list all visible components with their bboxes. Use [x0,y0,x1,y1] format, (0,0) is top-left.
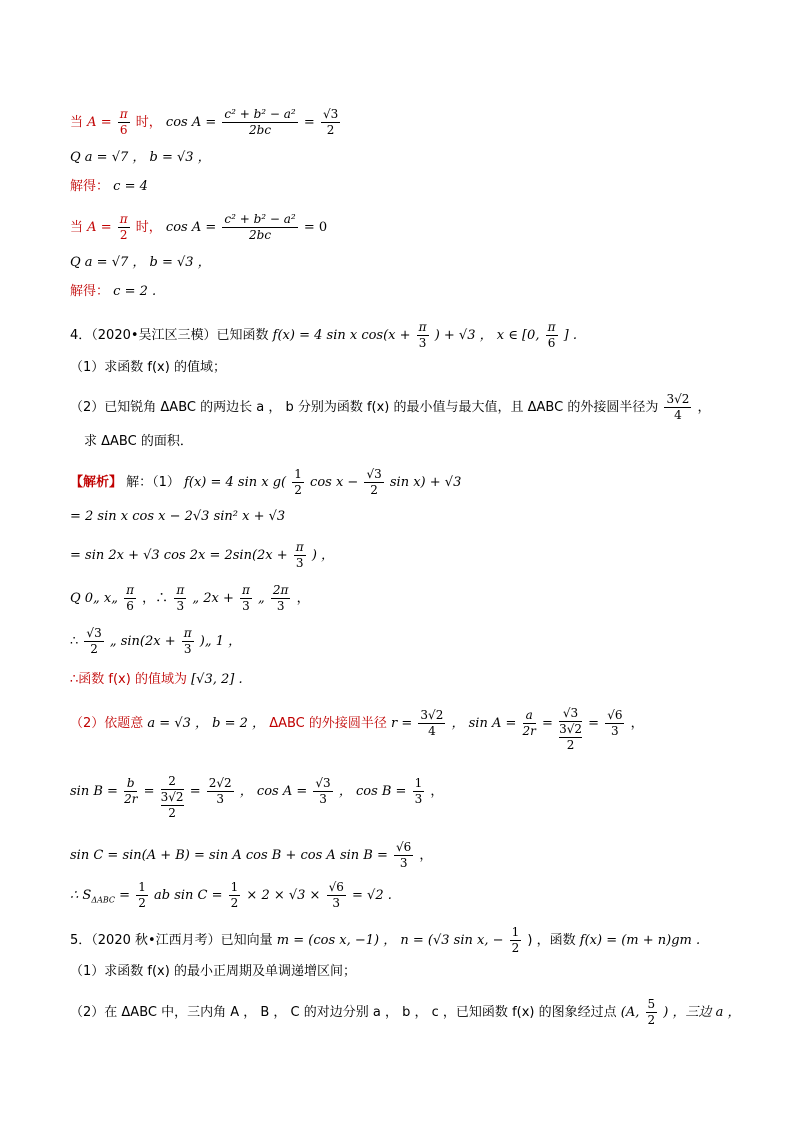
fraction-denominator: 3 [216,792,225,806]
fraction [394,840,413,871]
math-expression: „ [258,591,265,606]
fraction-denominator: 3 [414,792,423,806]
text-segment: ， [630,716,644,731]
fraction [240,583,252,614]
compound-fraction [161,774,184,821]
fraction [229,880,241,911]
text-segment: ， [697,400,711,415]
solution-c-4-line [70,177,148,197]
math-expression: b = 2 ， [212,716,266,731]
fraction-denominator [161,790,184,821]
fraction [294,540,306,571]
question-5-part-1: （1）求函数 f(x) 的最小正周期及单调递增区间； [70,964,356,979]
fraction [664,392,691,423]
fraction-numerator: π [126,583,135,597]
fraction-numerator: 1 [414,776,423,790]
math-expression: „ 2x + [192,591,234,606]
fraction [646,997,658,1028]
fraction-denominator: 4 [428,724,436,738]
fraction [364,467,383,498]
math-expression: f(x) = 4 sin x cos(x + [272,328,411,343]
fraction-numerator: √6 [328,880,344,894]
math-expression: [√3, 2] . [191,672,243,687]
fraction-denominator: 3 [176,599,185,613]
math-expression: (A, [620,1005,640,1020]
math-expression: × 2 × √3 × [246,888,321,903]
fraction-numerator: c² + b² − a² [224,212,296,226]
fraction-denominator: 2 [138,896,146,910]
solution-line-6 [70,670,243,690]
math-expression: sin x) + √3 [389,475,462,490]
equals-sign: = [100,115,112,130]
part-2-line-1 [70,706,644,753]
math-expression: ] . [563,328,577,343]
fraction-denominator: 3 [418,336,427,350]
fraction [124,583,136,614]
math-var: A [87,220,97,235]
fraction-denominator: 2 [326,123,335,137]
fraction-denominator: 3 [183,642,192,656]
question-4-part-1: （1）求函数 f(x) 的值域； [70,360,226,375]
fraction [546,320,558,351]
math-expression: cos A = [165,115,217,130]
fraction-denominator: 3 [399,856,408,870]
fraction-denominator: 3 [276,599,285,613]
solution-line-4 [70,583,310,614]
fraction-numerator: π [242,583,250,597]
inner-numerator: 3√2 [559,722,582,736]
question-4-heading: 4．（2020•吴江区三模）已知函数 [70,328,269,343]
fraction [174,583,186,614]
text-segment: （2）依题意 [70,716,144,731]
math-expression: = sin 2x + √3 cos 2x = 2sin(2x + [70,548,288,563]
case-a-pi-over-6-line [70,107,342,138]
fraction-denominator [559,722,582,753]
fraction-numerator: π [119,107,128,121]
solution-line-2: = 2 sin x cos x − 2√3 sin² x + √3 [70,509,286,524]
fraction-numerator: b [124,776,137,792]
solution-line-1 [70,467,461,498]
fraction [523,708,536,739]
math-expression: ) ，三边 a ， [663,1005,741,1020]
math-expression: ) ， [311,548,335,563]
subscript: ΔABC [91,895,116,905]
math-expression: n = (√3 sin x, − [400,933,504,948]
fraction [417,320,429,351]
fraction-numerator: √6 [396,840,412,854]
text-segment: ∴函数 f(x) 的值域为 [70,672,187,687]
math-expression: r = [391,716,413,731]
fraction [136,880,148,911]
fraction-denominator: 2 [119,228,128,242]
text-segment: ΔABC 的外接圆半径 [269,716,387,731]
fraction-denominator: 3 [332,896,341,910]
fraction-numerator: √3 [322,107,339,121]
fraction-denominator: 2 [647,1013,656,1027]
fraction-denominator: 6 [547,336,556,350]
solution-line-3 [70,540,334,571]
fraction-numerator: 1 [230,880,239,894]
math-expression: ∴ S [70,888,92,903]
question-5-stem [70,925,700,956]
fraction-denominator: 2r [522,724,536,738]
fraction [271,583,291,614]
math-expression: = 0 [303,220,328,235]
math-expression: ab sin C = [153,888,223,903]
part-2-line-3 [70,840,432,871]
fraction-denominator: 6 [126,599,134,613]
fraction-denominator: 2 [294,483,302,497]
fraction-denominator: 3 [242,599,250,613]
text-segment: ) ，函数 [527,933,576,948]
fraction-denominator: 2 [90,642,98,656]
fraction [292,467,304,498]
fraction [222,107,297,138]
fraction [118,212,130,243]
fraction-numerator: 3√2 [420,708,444,722]
fraction-numerator: 2 [161,774,184,790]
inner-denominator: 2 [566,738,575,752]
math-expression: ) + √3 ， [434,328,493,343]
fraction [207,776,234,807]
fraction-denominator: 2 [511,941,520,955]
fraction [321,107,340,138]
equals-sign: = [189,784,201,799]
fraction-numerator: π [183,626,192,640]
fraction-numerator: π [418,320,427,334]
fraction-numerator: π [295,540,304,554]
text-segment: 当 [70,220,84,235]
text-segment: 当 [70,115,84,130]
therefore-symbol: ∴ [70,634,79,649]
fraction-denominator: 2bc [249,123,272,137]
equals-sign: = [100,220,112,235]
text-segment: （2）在 ΔABC 中，三内角 A ， B ， C 的对边分别 a ， b ， c ，已知函数 f(x) 的图象经过点 [70,1005,617,1020]
equals-sign: = [303,115,315,130]
inner-denominator: 2 [168,806,176,820]
fraction [418,708,445,739]
part-2-area-line [70,880,392,911]
solution-c-2-line [70,282,156,302]
case-a-pi-over-2-line [70,212,327,243]
math-expression: ， cos B = [338,784,407,799]
question-5-heading: 5．（2020 秋•江西月考）已知向量 [70,933,273,948]
analysis-tag: 【解析】 [70,475,123,490]
fraction-numerator: π [119,212,128,226]
fraction-numerator: 2√2 [208,776,232,790]
question-4-stem [70,320,577,351]
math-expression: c = 2 . [113,284,157,299]
fraction-numerator: 2π [272,583,289,597]
fraction-numerator: c² + b² − a² [224,107,296,121]
math-expression: cos A = [165,220,217,235]
math-var: A [87,115,97,130]
fraction-numerator: a [523,708,536,724]
math-expression: f(x) = 4 sin x g( [184,475,287,490]
math-expression: c = 4 [113,179,148,194]
fraction-numerator: 1 [294,467,302,481]
text-segment: 解得： [70,284,110,299]
fraction-numerator: π [547,320,556,334]
math-expression: Q 0„ x„ [70,591,118,606]
math-expression: ， sin A = [451,716,517,731]
question-4-part-2 [70,392,711,423]
math-expression: sin B = [70,784,118,799]
solution-line-5 [70,626,241,657]
math-expression: m = (cos x, −1) ， [276,933,397,948]
equals-sign: = [542,716,553,731]
fraction [313,776,332,807]
fraction-numerator: √3 [86,626,102,640]
fraction-denominator: 2bc [249,228,272,242]
math-expression: ，∴ [142,591,169,606]
fraction [510,925,522,956]
equals-sign: = [588,716,600,731]
fraction-numerator: √3 [559,706,582,722]
fraction-denominator: 3 [611,724,619,738]
math-expression: ， cos A = [239,784,308,799]
question-5-part-2 [70,997,741,1028]
fraction [327,880,346,911]
math-expression: „ sin(2x + [109,634,176,649]
equals-sign: = [143,784,155,799]
given-values-line: Q a = √7 ， b = √3 ， [70,150,211,165]
fraction-denominator: 3 [295,556,304,570]
fraction [182,626,194,657]
math-expression: cos x − [310,475,359,490]
fraction-numerator: √3 [366,467,382,481]
fraction [413,776,425,807]
math-expression: a = √3 ， [147,716,209,731]
fraction-denominator: 2r [124,792,138,806]
fraction-denominator: 4 [674,408,682,422]
math-expression: f(x) = (m + n)gm . [579,933,701,948]
text-segment: ， [419,848,433,863]
fraction-numerator: √6 [607,708,623,722]
fraction-denominator: 2 [370,483,378,497]
math-expression: sin C = sin(A + B) = sin A cos B + cos A sin B = [70,848,388,863]
compound-fraction [559,706,582,753]
fraction [84,626,103,657]
fraction-numerator: √3 [315,776,331,790]
fraction-numerator: 1 [138,880,146,894]
fraction-numerator: 1 [511,925,520,939]
fraction-numerator: 5 [647,997,656,1011]
equals-sign: = [119,888,131,903]
fraction-denominator: 2 [230,896,239,910]
text-segment: 时， [135,115,162,130]
fraction-numerator: π [176,583,185,597]
fraction [124,776,137,807]
math-expression: ， [296,591,310,606]
text-segment: 解得： [70,179,110,194]
fraction-denominator: 3 [319,792,327,806]
fraction-denominator: 6 [119,123,128,137]
math-expression: )„ 1 ， [199,634,242,649]
text-segment: ， [430,784,444,799]
math-expression: x ∈ [0, [496,328,540,343]
text-segment: 时， [135,220,162,235]
given-values-line: Q a = √7 ， b = √3 ， [70,255,211,270]
text-segment: 解：（1） [126,475,180,490]
fraction [605,708,624,739]
question-4-part-2-cont: 求 ΔABC 的面积． [84,434,193,449]
inner-numerator: 3√2 [160,790,184,804]
fraction-numerator: 3√2 [666,392,690,406]
fraction [118,107,130,138]
text-segment: （2）已知锐角 ΔABC 的两边长 a ， b 分别为函数 f(x) 的最小值与最大值，且 ΔABC 的外接圆半径为 [70,400,659,415]
part-2-line-2 [70,774,443,821]
fraction [222,212,297,243]
math-expression: = √2 . [352,888,392,903]
